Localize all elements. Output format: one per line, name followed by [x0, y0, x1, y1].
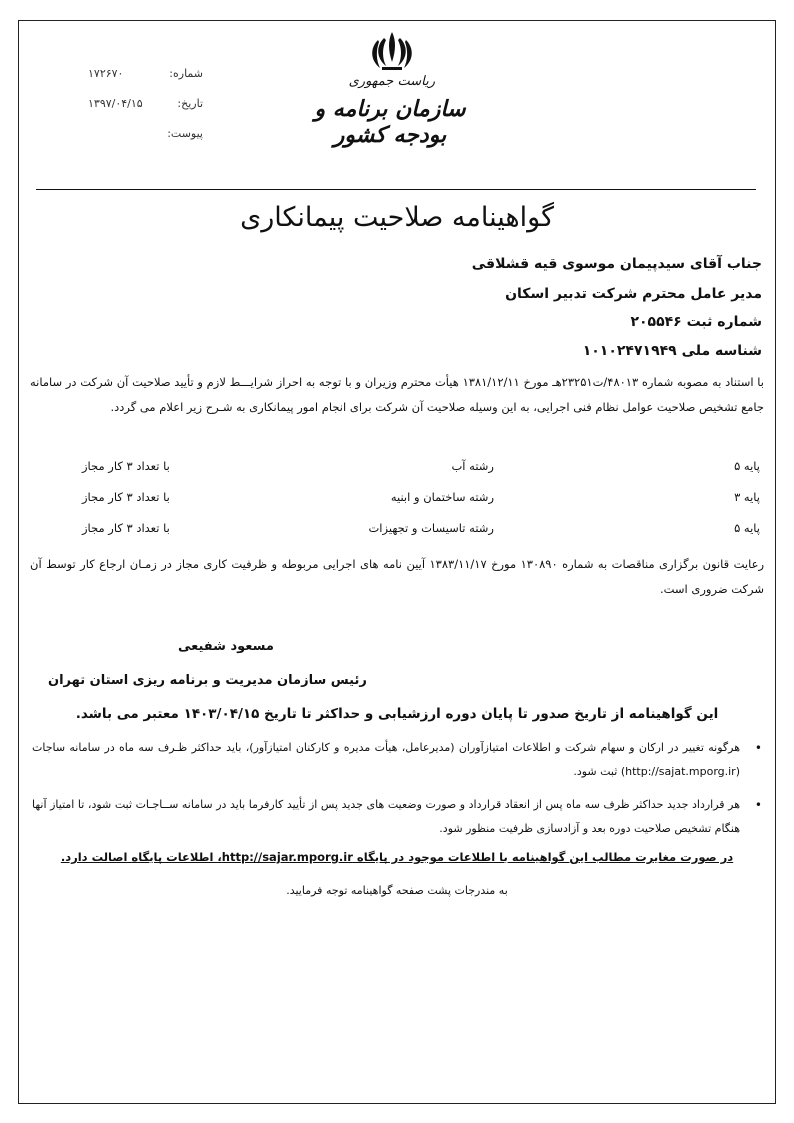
signatory-name: مسعود شفیعی [178, 639, 274, 654]
count-2: با تعداد ۳ کار مجاز [82, 490, 170, 504]
registration-number: شماره ثبت ۲۰۵۵۴۶ [630, 314, 762, 330]
count-3: با تعداد ۳ کار مجاز [82, 521, 170, 535]
note-1-text: هرگونه تغییر در ارکان و سهام شرکت و اطلاعات امتیازآوران (مدیرعامل، هیأت مدیره و کارکنان امتیازآور)، باید حداکثر ظـرف سه ماه در سامانه ساجات (http://sajat.mporg.ir) ثبت شود. [32, 741, 740, 778]
attachment-row [88, 118, 203, 148]
certificate-title: گواهینامه صلاحیت پیمانکاری [240, 202, 554, 233]
intro-paragraph: با استناد به مصوبه شماره ۴۸۰۱۳/ت۲۳۲۵۱هـ مورخ ۱۳۸۱/۱۲/۱۱ هیأت محترم وزیران و با توجه به احراز شرایـــط لازم و تأیید صلاحیت آن شرکت در سامانه جامع تشخیص صلاحیت عوامل نظام فنی اجرایی، به این وسیله صلاحیت آن شرکت برای انجام امور پیمانکاری به شـرح زیر اعلام می گردد. [30, 375, 764, 414]
date-row [88, 88, 203, 118]
bullet-icon: • [754, 741, 762, 755]
field-2: رشته ساختمان و ابنیه [390, 490, 494, 504]
number-value: ۱۷۲۶۷۰ [88, 66, 124, 80]
date-value: ۱۳۹۷/۰۴/۱۵ [88, 96, 143, 110]
count-1: با تعداد ۳ کار مجاز [82, 459, 170, 473]
national-id: شناسه ملی ۱۰۱۰۲۴۷۱۹۴۹ [582, 343, 762, 359]
grade-3: پایه ۵ [734, 521, 760, 535]
compliance-paragraph: رعایت قانون برگزاری مناقصات به شماره ۱۳۰۸۹۰ مورخ ۱۳۸۳/۱۱/۱۷ آیین نامه های اجرایی مربوطه و ظرفیت کاری مجاز در زمـان ارجاع کار توسط آن شرکت ضروری است. [30, 557, 764, 596]
signatory-position: رئیس سازمان مدیریت و برنامه ریزی استان تهران [48, 673, 367, 688]
grade-1: پایه ۵ [734, 459, 760, 473]
note-2 [32, 793, 762, 841]
recipient-position: مدیر عامل محترم شرکت تدبیر اسکان [505, 286, 762, 302]
attachment-label: پیوست: [167, 126, 203, 140]
grade-2: پایه ۳ [734, 490, 760, 504]
number-label: شماره: [169, 66, 203, 80]
discrepancy-warning: در صورت مغایرت مطالب این گواهینامه با اطلاعات موجود در پایگاه http://sajar.mporg.ir، اطلاعات پایگاه اصالت دارد. [60, 850, 734, 864]
bullet-icon: • [754, 798, 762, 812]
header-divider [36, 189, 756, 190]
presidency-label: ریاست جمهوری [348, 74, 435, 89]
field-1: رشته آب [451, 459, 494, 473]
note-2-text: هر قرارداد جدید حداکثر ظرف سه ماه پس از انعقاد قرارداد و صورت وضعیت های جدید پس از تأیید کارفرما باید در سامانه ســاجـات ثبت شود، تا امتیاز آنها هنگام تشخیص صلاحیت دوره بعد و آزادسازی ظرفیت منظور شود. [32, 798, 740, 835]
note-1 [32, 736, 762, 784]
footer-note: به مندرجات پشت صفحه گواهینامه توجه فرمایید. [286, 884, 508, 897]
validity-statement: این گواهینامه از تاریخ صدور تا پایان دوره ارزشیابی و حداکثر تا تاریخ ۱۴۰۳/۰۴/۱۵ معتبر می باشد. [75, 706, 719, 722]
letter-meta [88, 58, 203, 148]
date-label: تاریخ: [177, 96, 203, 110]
number-row [88, 58, 203, 88]
field-3: رشته تاسیسات و تجهیزات [368, 521, 494, 535]
organization-name: سازمان برنامه و بودجه کشور [314, 96, 466, 148]
recipient-name: جناب آقای سیدپیمان موسوی قیه قشلاقی [471, 256, 762, 272]
emblem-icon [362, 30, 422, 72]
